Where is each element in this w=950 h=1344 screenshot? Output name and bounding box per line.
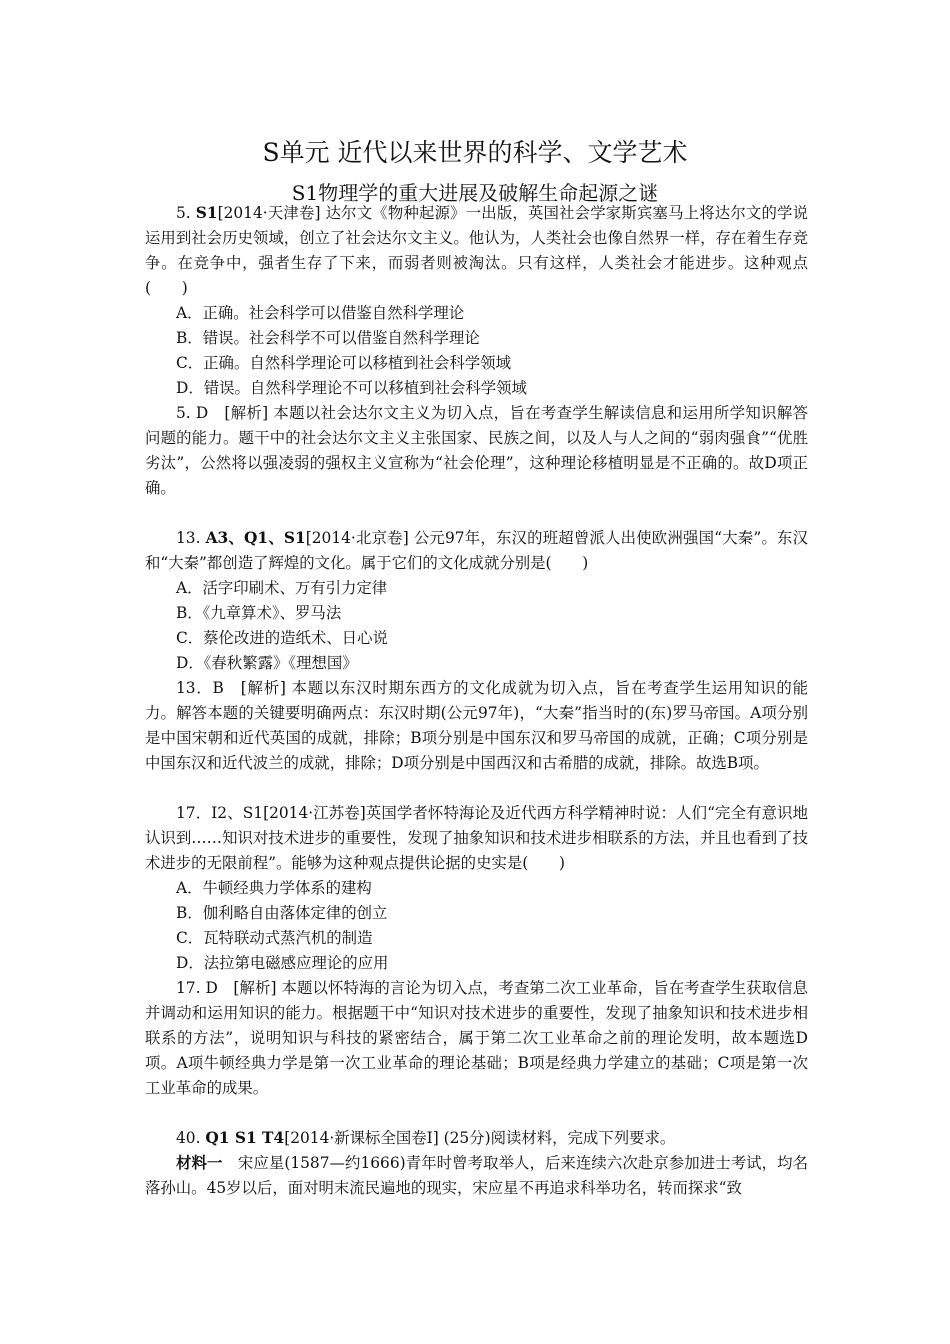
analysis-text: 本题以东汉时期东西方的文化成就为切入点，旨在考查学生运用知识的能力。解答本题的关键要明确两点：东汉时期(公元97年)，“大秦”指当时的(东)罗马帝国。A项分别是中国宋朝和近代英国的成就，排除；B项分别是中国东汉和罗马帝国的成就，正确；C项分别是中国东汉和近代波兰的成就，排除；D项分别是中国西汉和古希腊的成就，排除。故选B项。	[145, 679, 808, 772]
question-code: Q1 S1 T4	[205, 1129, 285, 1147]
question-text: 公元97年，东汉的班超曾派人出使欧洲强国“大秦”。东汉和“大秦”都创造了辉煌的文化。属于它们的文化成就分别是( )	[145, 529, 809, 572]
analysis-tag: [解析]	[224, 404, 269, 422]
section-subtitle: S1物理学的重大进展及破解生命起源之谜	[291, 181, 659, 205]
option-a: A．活字印刷术、万有引力定律	[176, 579, 388, 597]
question-text: 阅读材料，完成下列要求。	[490, 1129, 676, 1147]
question-code: A3、Q1、S1	[205, 529, 306, 547]
question-code: I2、S1	[211, 804, 264, 822]
question-5-stem	[145, 201, 808, 301]
answer-label: 5. D	[176, 404, 225, 422]
option-c: C．正确。自然科学理论可以移植到社会科学领域	[176, 354, 511, 372]
option-c: C．蔡伦改进的造纸术、日心说	[176, 629, 388, 647]
question-code: S1	[195, 204, 218, 222]
answer-label: 17. D	[176, 979, 234, 997]
option-b: B．错误。社会科学不可以借鉴自然科学理论	[176, 329, 480, 347]
analysis-tag: [解析]	[240, 679, 286, 697]
material-label: 材料一	[176, 1154, 223, 1172]
question-source: [2014·新课标全国卷Ⅰ] (25分)	[284, 1129, 491, 1147]
question-number: 5.	[176, 204, 196, 222]
question-5-answer	[145, 401, 808, 501]
question-text: 英国学者怀特海论及近代西方科学精神时说：人们“完全有意识地认识到……知识对技术进步的重要性，发现了抽象知识和技术进步相联系的方法，并且也看到了技术进步的无限前程”。能够为这种观点提供论据的史实是( )	[145, 804, 808, 872]
question-text: 达尔文《物种起源》一出版，英国社会学家斯宾塞马上将达尔文的学说运用到社会历史领域，创立了社会达尔文主义。他认为，人类社会也像自然界一样，存在着生存竞争。在竞争中，强者生存了下来，而弱者则被淘汰。只有这样，人类社会才能进步。这种观点( )	[145, 204, 808, 297]
option-c: C．瓦特联动式蒸汽机的制造	[176, 929, 373, 947]
option-b: B．伽利略自由落体定律的创立	[176, 904, 388, 922]
question-source: [2014·北京卷]	[305, 529, 414, 547]
option-a: A．牛顿经典力学体系的建构	[176, 879, 372, 897]
option-d: D．《春秋繁露》《理想国》	[176, 654, 358, 672]
option-b: B．《九章算术》、罗马法	[176, 604, 342, 622]
question-40-material	[145, 1151, 808, 1201]
material-text: 宋应星(1587—约1666)青年时曾考取举人，后来连续六次赴京参加进士考试，均名落孙山。45岁以后，面对明末流民遍地的现实，宋应星不再追求科举功名，转而探求“致	[145, 1154, 808, 1197]
analysis-tag: [解析]	[233, 979, 277, 997]
document-body	[145, 201, 808, 1201]
question-number: 13.	[176, 529, 206, 547]
option-a: A．正确。社会科学可以借鉴自然科学理论	[176, 304, 465, 322]
question-13-stem	[145, 526, 808, 576]
question-source: [2014·天津卷]	[217, 204, 326, 222]
option-d: D．法拉第电磁感应理论的应用	[176, 954, 389, 972]
question-number: 40.	[176, 1129, 206, 1147]
question-number: 17．	[176, 804, 212, 822]
question-source: [2014·江苏卷]	[263, 804, 366, 822]
page-title: S单元 近代以来世界的科学、文学艺术	[262, 138, 688, 167]
analysis-text: 本题以社会达尔文主义为切入点，旨在考查学生解读信息和运用所学知识解答问题的能力。题干中的社会达尔文主义主张国家、民族之间，以及人与人之间的“弱肉强食”“优胜劣汰”，公然将以强凌弱的强权主义宣称为“社会伦理”，这种理论移植明显是不正确的。故D项正确。	[145, 404, 808, 497]
question-17-stem	[145, 801, 808, 876]
option-d: D．错误。自然科学理论不可以移植到社会科学领域	[176, 379, 527, 397]
analysis-text: 本题以怀特海的言论为切入点，考查第二次工业革命，旨在考查学生获取信息并调动和运用知识的能力。根据题干中“知识对技术进步的重要性，发现了抽象知识和技术进步相联系的方法”，说明知识与科技的紧密结合，属于第二次工业革命之前的理论发明，故本题选D项。A项牛顿经典力学是第一次工业革命的理论基础；B项是经典力学建立的基础；C项是第一次工业革命的成果。	[145, 979, 808, 1097]
answer-label: 13．B	[176, 679, 241, 697]
question-17-answer	[145, 976, 808, 1101]
question-13-answer	[145, 676, 808, 776]
question-40-stem	[145, 1126, 808, 1151]
